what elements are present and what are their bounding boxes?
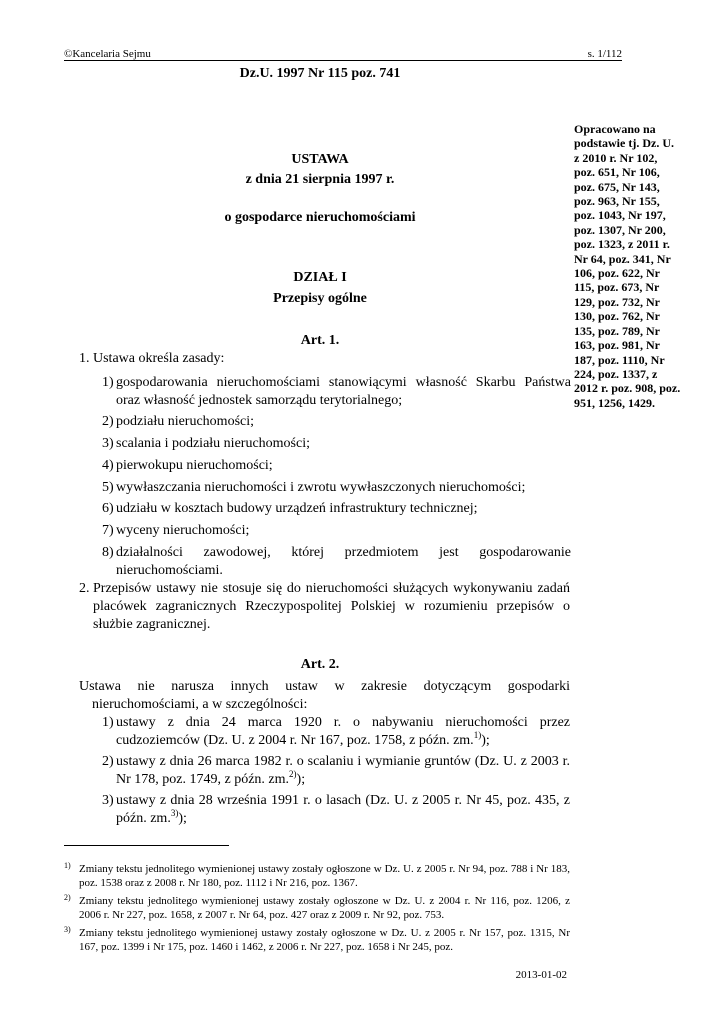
- side-note-line: poz. 675, Nr 143,: [574, 179, 660, 194]
- header-divider: [64, 60, 622, 61]
- footnote: [64, 894, 570, 922]
- footnote-ref[interactable]: 2): [289, 769, 297, 779]
- side-note-line: poz. 1323, z 2011 r.: [574, 237, 670, 252]
- footnote-separator: [64, 845, 229, 846]
- side-note-line: z 2010 r. Nr 102,: [574, 150, 658, 165]
- side-note-line: poz. 963, Nr 155,: [574, 194, 660, 209]
- item-number: 1): [102, 375, 114, 390]
- footer-date: 2013-01-02: [515, 969, 567, 981]
- article-2-heading: Art. 2.: [300, 657, 340, 672]
- side-note-line: 115, poz. 673, Nr: [574, 280, 660, 295]
- item-text: pierwokupu nieruchomości;: [116, 458, 273, 473]
- page-number: s. 1/112: [587, 48, 622, 60]
- item-text: udziału w kosztach budowy urządzeń infrastruktury technicznej;: [116, 501, 478, 516]
- side-note-line: 951, 1256, 1429.: [574, 395, 655, 410]
- side-note-line: poz. 651, Nr 106,: [574, 165, 660, 180]
- footnote-number: 2): [64, 893, 71, 902]
- footnote: [64, 926, 570, 954]
- division-name: DZIAŁ I: [293, 270, 347, 285]
- item-citation-end: );: [178, 811, 187, 826]
- header-publisher: ©Kancelaria Sejmu: [64, 48, 151, 60]
- journal-reference: Dz.U. 1997 Nr 115 poz. 741: [239, 66, 401, 81]
- item-number: 1): [102, 715, 114, 730]
- item-text: gospodarowania nieruchomościami stanowiącymi własność Skarbu Państwa oraz własność jednostek samorządu terytorialnego;: [116, 375, 571, 408]
- side-note-line: 106, poz. 622, Nr: [574, 266, 660, 281]
- side-note-line: podstawie tj. Dz. U.: [574, 136, 674, 151]
- side-note-line: Opracowano na: [574, 122, 656, 136]
- paragraph-number: 1.: [79, 351, 90, 366]
- item-citation: ustawy z dnia 24 marca 1920 r. o nabywaniu nieruchomości przez cudzoziemców (Dz. U. z 2004 r. Nr 167, poz. 1758, z późn. zm.: [116, 715, 570, 748]
- side-note-line: 163, poz. 981, Nr: [574, 338, 660, 353]
- side-note-line: 130, poz. 762, Nr: [574, 309, 660, 324]
- item-number: 3): [102, 793, 114, 808]
- item-number: 8): [102, 545, 114, 560]
- division-subtitle: Przepisy ogólne: [273, 291, 367, 306]
- item-number: 2): [102, 414, 114, 429]
- item-citation-end: );: [296, 772, 306, 787]
- side-note-line: 129, poz. 732, Nr: [574, 294, 660, 309]
- item-text: scalania i podziału nieruchomości;: [116, 436, 310, 451]
- item-text: działalności zawodowej, której przedmiotem jest gospodarowanie nieruchomościami.: [116, 545, 571, 578]
- footnote-number: 3): [64, 925, 71, 934]
- footnote-text: Zmiany tekstu jednolitego wymienionej ustawy zostały ogłoszone w Dz. U. z 2005 r. Nr 157, poz. 1315, Nr 167, poz. 1399 i Nr 175, poz. 1460 i 1462, z 2006 r. Nr 227, poz. 1658 i Nr 245, poz.: [79, 927, 570, 953]
- side-note-line: 224, poz. 1337, z: [574, 366, 658, 381]
- footnote-number: 1): [64, 861, 71, 870]
- article-1-heading: Art. 1.: [300, 333, 340, 348]
- footnote: [64, 862, 570, 890]
- paragraph-text: Ustawa określa zasady:: [93, 351, 225, 366]
- item-number: 3): [102, 436, 114, 451]
- item-text: [116, 753, 570, 789]
- footnote-text: Zmiany tekstu jednolitego wymienionej ustawy zostały ogłoszone w Dz. U. z 2005 r. Nr 94, poz. 788 i Nr 183, poz. 1538 oraz z 2008 r. Nr 180, poz. 1112 i Nr 216, poz. 1367.: [79, 863, 570, 889]
- item-number: 2): [102, 754, 114, 769]
- item-text: [116, 714, 570, 750]
- paragraph-number: 2.: [79, 581, 90, 596]
- act-date: z dnia 21 sierpnia 1997 r.: [245, 172, 395, 187]
- item-text: wyceny nieruchomości;: [116, 523, 250, 538]
- item-citation: ustawy z dnia 28 września 1991 r. o lasach (Dz. U. z 2005 r. Nr 45, poz. 435, z późn. zm.: [116, 793, 570, 826]
- item-citation-end: );: [481, 733, 490, 748]
- paragraph-text: Przepisów ustawy nie stosuje się do nieruchomości służących wykonywaniu zadań placówek zagranicznych Rzeczypospolitej Polskiej w rozumieniu przepisów o służbie zagranicznej.: [93, 581, 570, 632]
- item-number: 7): [102, 523, 114, 538]
- act-type: USTAWA: [291, 152, 349, 167]
- consolidation-note: [574, 122, 694, 410]
- act-subject: o gospodarce nieruchomościami: [224, 210, 416, 225]
- footnote-ref[interactable]: 3): [170, 808, 179, 818]
- side-note-line: poz. 1307, Nr 200,: [574, 222, 666, 237]
- item-number: 6): [102, 501, 114, 516]
- item-number: 4): [102, 458, 114, 473]
- item-number: 5): [102, 480, 114, 495]
- art2-intro: Ustawa nie narusza innych ustaw w zakresie dotyczącym gospodarki nieruchomościami, a w szczególności:: [79, 679, 570, 712]
- art1-paragraph-1: [79, 350, 224, 368]
- footnote-text: Zmiany tekstu jednolitego wymienionej ustawy zostały ogłoszone w Dz. U. z 2004 r. Nr 116, poz. 1206, z 2006 r. Nr 227, poz. 1658, z 2007 r. Nr 64, poz. 427 oraz z 2009 r. Nr 92, poz. 753.: [79, 895, 570, 921]
- footnote-ref[interactable]: 1): [473, 730, 482, 740]
- side-note-line: 187, poz. 1110, Nr: [574, 352, 665, 367]
- item-text: wywłaszczania nieruchomości i zwrotu wywłaszczonych nieruchomości;: [116, 480, 526, 495]
- item-citation: ustawy z dnia 26 marca 1982 r. o scalaniu i wymianie gruntów (Dz. U. z 2003 r. Nr 178, poz. 1749, z późn. zm.: [116, 754, 570, 787]
- item-text: [116, 792, 570, 828]
- side-note-line: 2012 r. poz. 908, poz.: [574, 381, 681, 396]
- side-note-line: poz. 1043, Nr 197,: [574, 208, 666, 223]
- side-note-line: Nr 64, poz. 341, Nr: [574, 251, 671, 266]
- side-note-line: 135, poz. 789, Nr: [574, 323, 660, 338]
- item-text: podziału nieruchomości;: [116, 414, 255, 429]
